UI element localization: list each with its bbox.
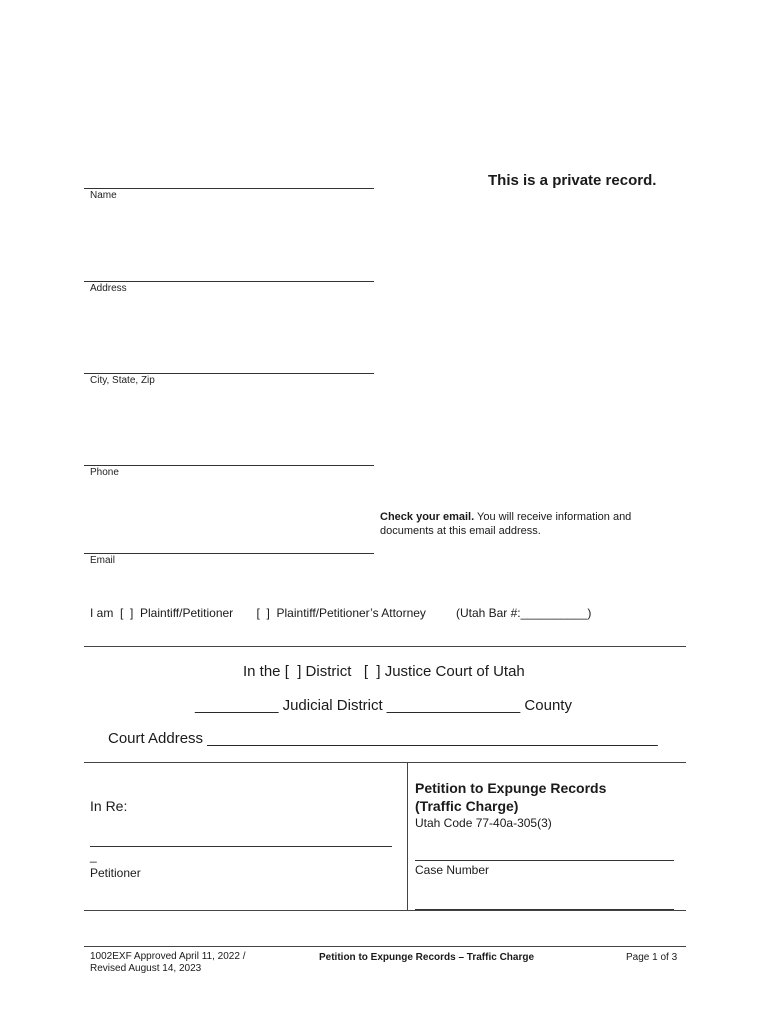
phone-line[interactable] (84, 465, 374, 466)
caption-bottom-border (84, 910, 686, 911)
in-re-label: In Re: (90, 798, 128, 814)
footer-revised: Revised August 14, 2023 (90, 963, 202, 974)
footer-form-version (90, 951, 245, 975)
section-divider (84, 646, 686, 647)
footer-approved: 1002EXF Approved April 11, 2022 / (90, 951, 246, 962)
email-line[interactable] (84, 553, 374, 554)
court-address-line[interactable]: Court Address ______________________________________________________ (108, 730, 658, 747)
footer-page-number: Page 1 of 3 (626, 952, 678, 963)
petition-title-line-2: (Traffic Charge) (415, 798, 519, 814)
petitioner-dash: _ (90, 849, 97, 863)
petition-title (415, 779, 606, 815)
footer-form-title: Petition to Expunge Records – Traffic Charge (319, 952, 535, 963)
judicial-district-line[interactable]: __________ Judicial District ________________ County (195, 697, 572, 714)
petitioner-name-line[interactable] (90, 846, 392, 847)
private-record-notice: This is a private record. (488, 172, 657, 189)
name-line[interactable] (84, 188, 374, 189)
footer-divider (84, 946, 686, 947)
petitioner-label: Petitioner (90, 866, 141, 880)
email-label: Email (90, 555, 116, 566)
court-type-line[interactable]: In the [ ] District [ ] Justice Court of Utah (243, 663, 525, 680)
city-state-zip-label: City, State, Zip (90, 375, 155, 386)
caption-vertical-divider (407, 762, 408, 910)
case-number-line[interactable] (415, 860, 674, 861)
phone-label: Phone (90, 467, 119, 478)
name-label: Name (90, 190, 117, 201)
city-state-zip-line[interactable] (84, 373, 374, 374)
petition-title-line-1: Petition to Expunge Records (415, 780, 607, 796)
utah-code-reference: Utah Code 77-40a-305(3) (415, 816, 552, 830)
email-note (380, 510, 660, 538)
address-line[interactable] (84, 281, 374, 282)
case-judge-line[interactable] (415, 909, 674, 910)
case-number-label: Case Number (415, 863, 490, 877)
address-label: Address (90, 283, 127, 294)
caption-top-border (84, 762, 686, 763)
email-note-bold: Check your email. (380, 511, 475, 523)
role-selection-line[interactable]: I am [ ] Plaintiff/Petitioner [ ] Plaintiff/Petitioner’s Attorney (Utah Bar #:__________) (90, 606, 592, 620)
email-note-text: You will receive information and documents at this email address. (380, 511, 632, 537)
